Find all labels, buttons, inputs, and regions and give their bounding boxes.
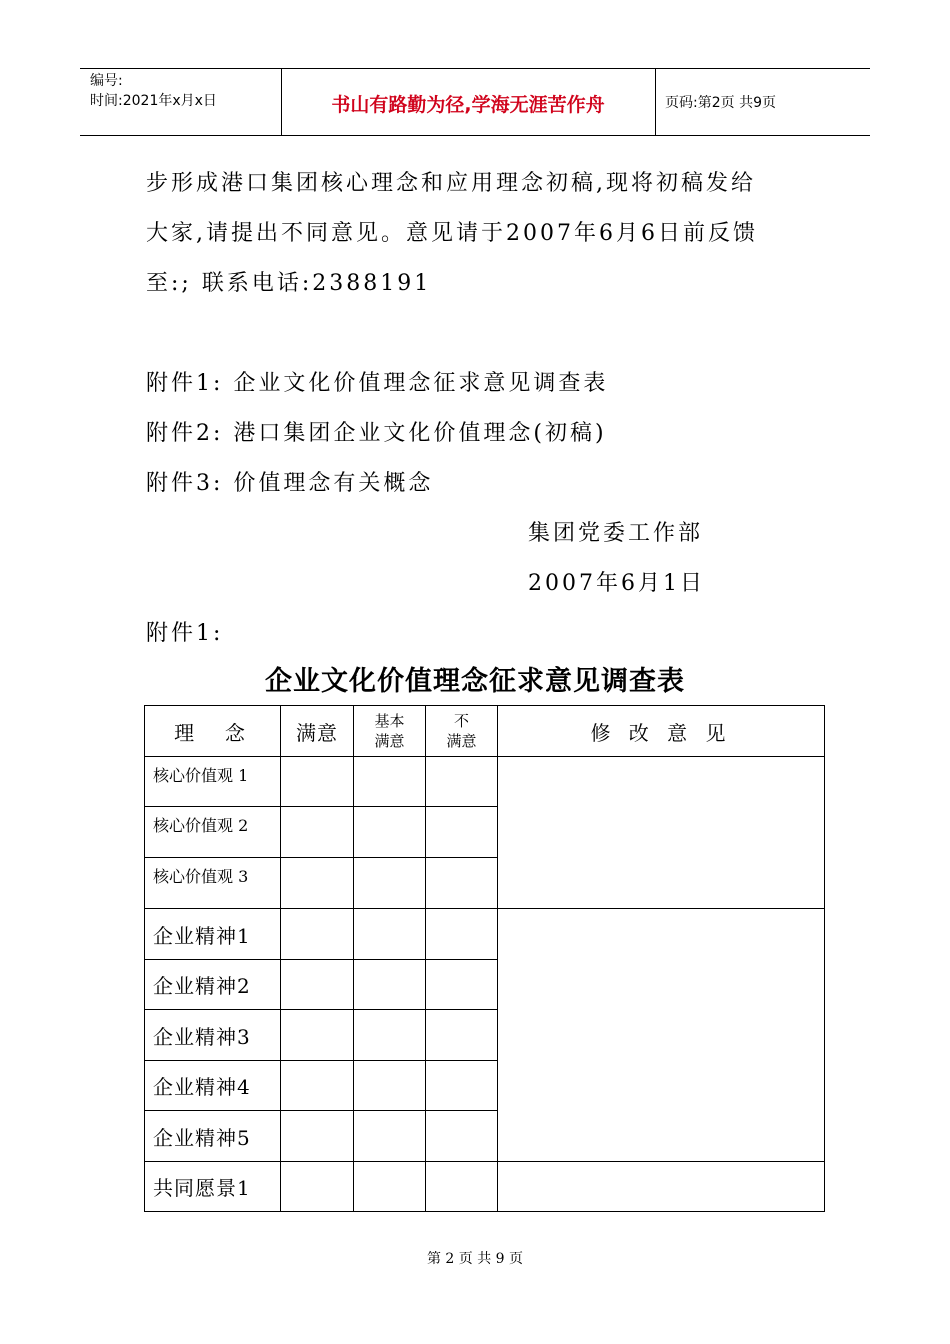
cell-basic-satisfied[interactable] bbox=[354, 1010, 426, 1061]
table-row bbox=[145, 757, 825, 807]
header-unsatisfied bbox=[426, 706, 498, 757]
footer-page-info: 第 2 页 共 9 页 bbox=[426, 1251, 524, 1267]
cell-unsatisfied[interactable] bbox=[426, 858, 498, 909]
cell-satisfied[interactable] bbox=[281, 807, 354, 858]
cell-satisfied[interactable] bbox=[281, 1010, 354, 1061]
attachment-line: 附件1: 企业文化价值理念征求意见调查表 bbox=[146, 371, 609, 396]
survey-title: 企业文化价值理念征求意见调查表 bbox=[265, 666, 685, 697]
header-page-info: 页码:第2页 共9页 bbox=[665, 95, 776, 111]
cell-basic-satisfied[interactable] bbox=[354, 1061, 426, 1111]
header-basic-line1: 基本 bbox=[374, 712, 405, 730]
row-label: 企业精神4 bbox=[145, 1061, 281, 1111]
header-number-label: 编号: bbox=[90, 73, 123, 89]
cell-basic-satisfied[interactable] bbox=[354, 909, 426, 960]
cell-satisfied[interactable] bbox=[281, 1061, 354, 1111]
cell-basic-satisfied[interactable] bbox=[354, 1111, 426, 1162]
cell-unsatisfied[interactable] bbox=[426, 960, 498, 1010]
cell-satisfied[interactable] bbox=[281, 909, 354, 960]
cell-satisfied[interactable] bbox=[281, 1111, 354, 1162]
row-label: 企业精神5 bbox=[145, 1111, 281, 1162]
header-concept: 理 念 bbox=[145, 706, 281, 757]
cell-revision-spirit[interactable] bbox=[498, 909, 825, 1162]
paragraph-line: 步形成港口集团核心理念和应用理念初稿,现将初稿发给 bbox=[146, 171, 756, 196]
row-label: 共同愿景1 bbox=[145, 1162, 281, 1212]
header-bottom-rule bbox=[80, 135, 870, 136]
cell-unsatisfied[interactable] bbox=[426, 909, 498, 960]
header-top-rule bbox=[80, 68, 870, 69]
header-unsat-line1: 不 bbox=[453, 712, 469, 730]
cell-revision-core[interactable] bbox=[498, 757, 825, 909]
cell-satisfied[interactable] bbox=[281, 757, 354, 807]
table-header-row bbox=[145, 706, 825, 757]
header-divider-right bbox=[655, 68, 656, 135]
cell-basic-satisfied[interactable] bbox=[354, 807, 426, 858]
header-basic-line2: 满意 bbox=[374, 732, 405, 750]
table-row bbox=[145, 909, 825, 960]
cell-basic-satisfied[interactable] bbox=[354, 858, 426, 909]
cell-unsatisfied[interactable] bbox=[426, 757, 498, 807]
cell-satisfied[interactable] bbox=[281, 858, 354, 909]
cell-unsatisfied[interactable] bbox=[426, 807, 498, 858]
row-label: 企业精神1 bbox=[145, 909, 281, 960]
cell-satisfied[interactable] bbox=[281, 960, 354, 1010]
cell-basic-satisfied[interactable] bbox=[354, 1162, 426, 1212]
cell-unsatisfied[interactable] bbox=[426, 1010, 498, 1061]
signature-date: 2007年6月1日 bbox=[528, 571, 705, 596]
cell-unsatisfied[interactable] bbox=[426, 1061, 498, 1111]
signature-dept: 集团党委工作部 bbox=[528, 521, 704, 546]
cell-basic-satisfied[interactable] bbox=[354, 757, 426, 807]
cell-satisfied[interactable] bbox=[281, 1162, 354, 1212]
header-satisfied: 满意 bbox=[281, 706, 354, 757]
paragraph-line: 至:; 联系电话:2388191 bbox=[146, 271, 432, 296]
header-time-label: 时间:2021年x月x日 bbox=[90, 93, 217, 109]
row-label: 核心价值观 2 bbox=[145, 807, 281, 858]
survey-table bbox=[144, 705, 825, 1212]
header-basic-satisfied bbox=[354, 706, 426, 757]
attachment-heading: 附件1: bbox=[146, 621, 224, 646]
attachment-line: 附件2: 港口集团企业文化价值理念(初稿) bbox=[146, 421, 607, 446]
row-label: 企业精神3 bbox=[145, 1010, 281, 1061]
attachment-line: 附件3: 价值理念有关概念 bbox=[146, 471, 434, 496]
header-unsat-line2: 满意 bbox=[446, 732, 477, 750]
cell-unsatisfied[interactable] bbox=[426, 1111, 498, 1162]
table-row bbox=[145, 1162, 825, 1212]
header-revision: 修 改 意 见 bbox=[498, 706, 825, 757]
cell-basic-satisfied[interactable] bbox=[354, 960, 426, 1010]
row-label: 核心价值观 3 bbox=[145, 858, 281, 909]
header-motto: 书山有路勤为径,学海无涯苦作舟 bbox=[331, 94, 605, 116]
paragraph-line: 大家,请提出不同意见。意见请于2007年6月6日前反馈 bbox=[146, 221, 758, 246]
cell-revision-vision[interactable] bbox=[498, 1162, 825, 1212]
row-label: 企业精神2 bbox=[145, 960, 281, 1010]
cell-unsatisfied[interactable] bbox=[426, 1162, 498, 1212]
row-label: 核心价值观 1 bbox=[145, 757, 281, 807]
